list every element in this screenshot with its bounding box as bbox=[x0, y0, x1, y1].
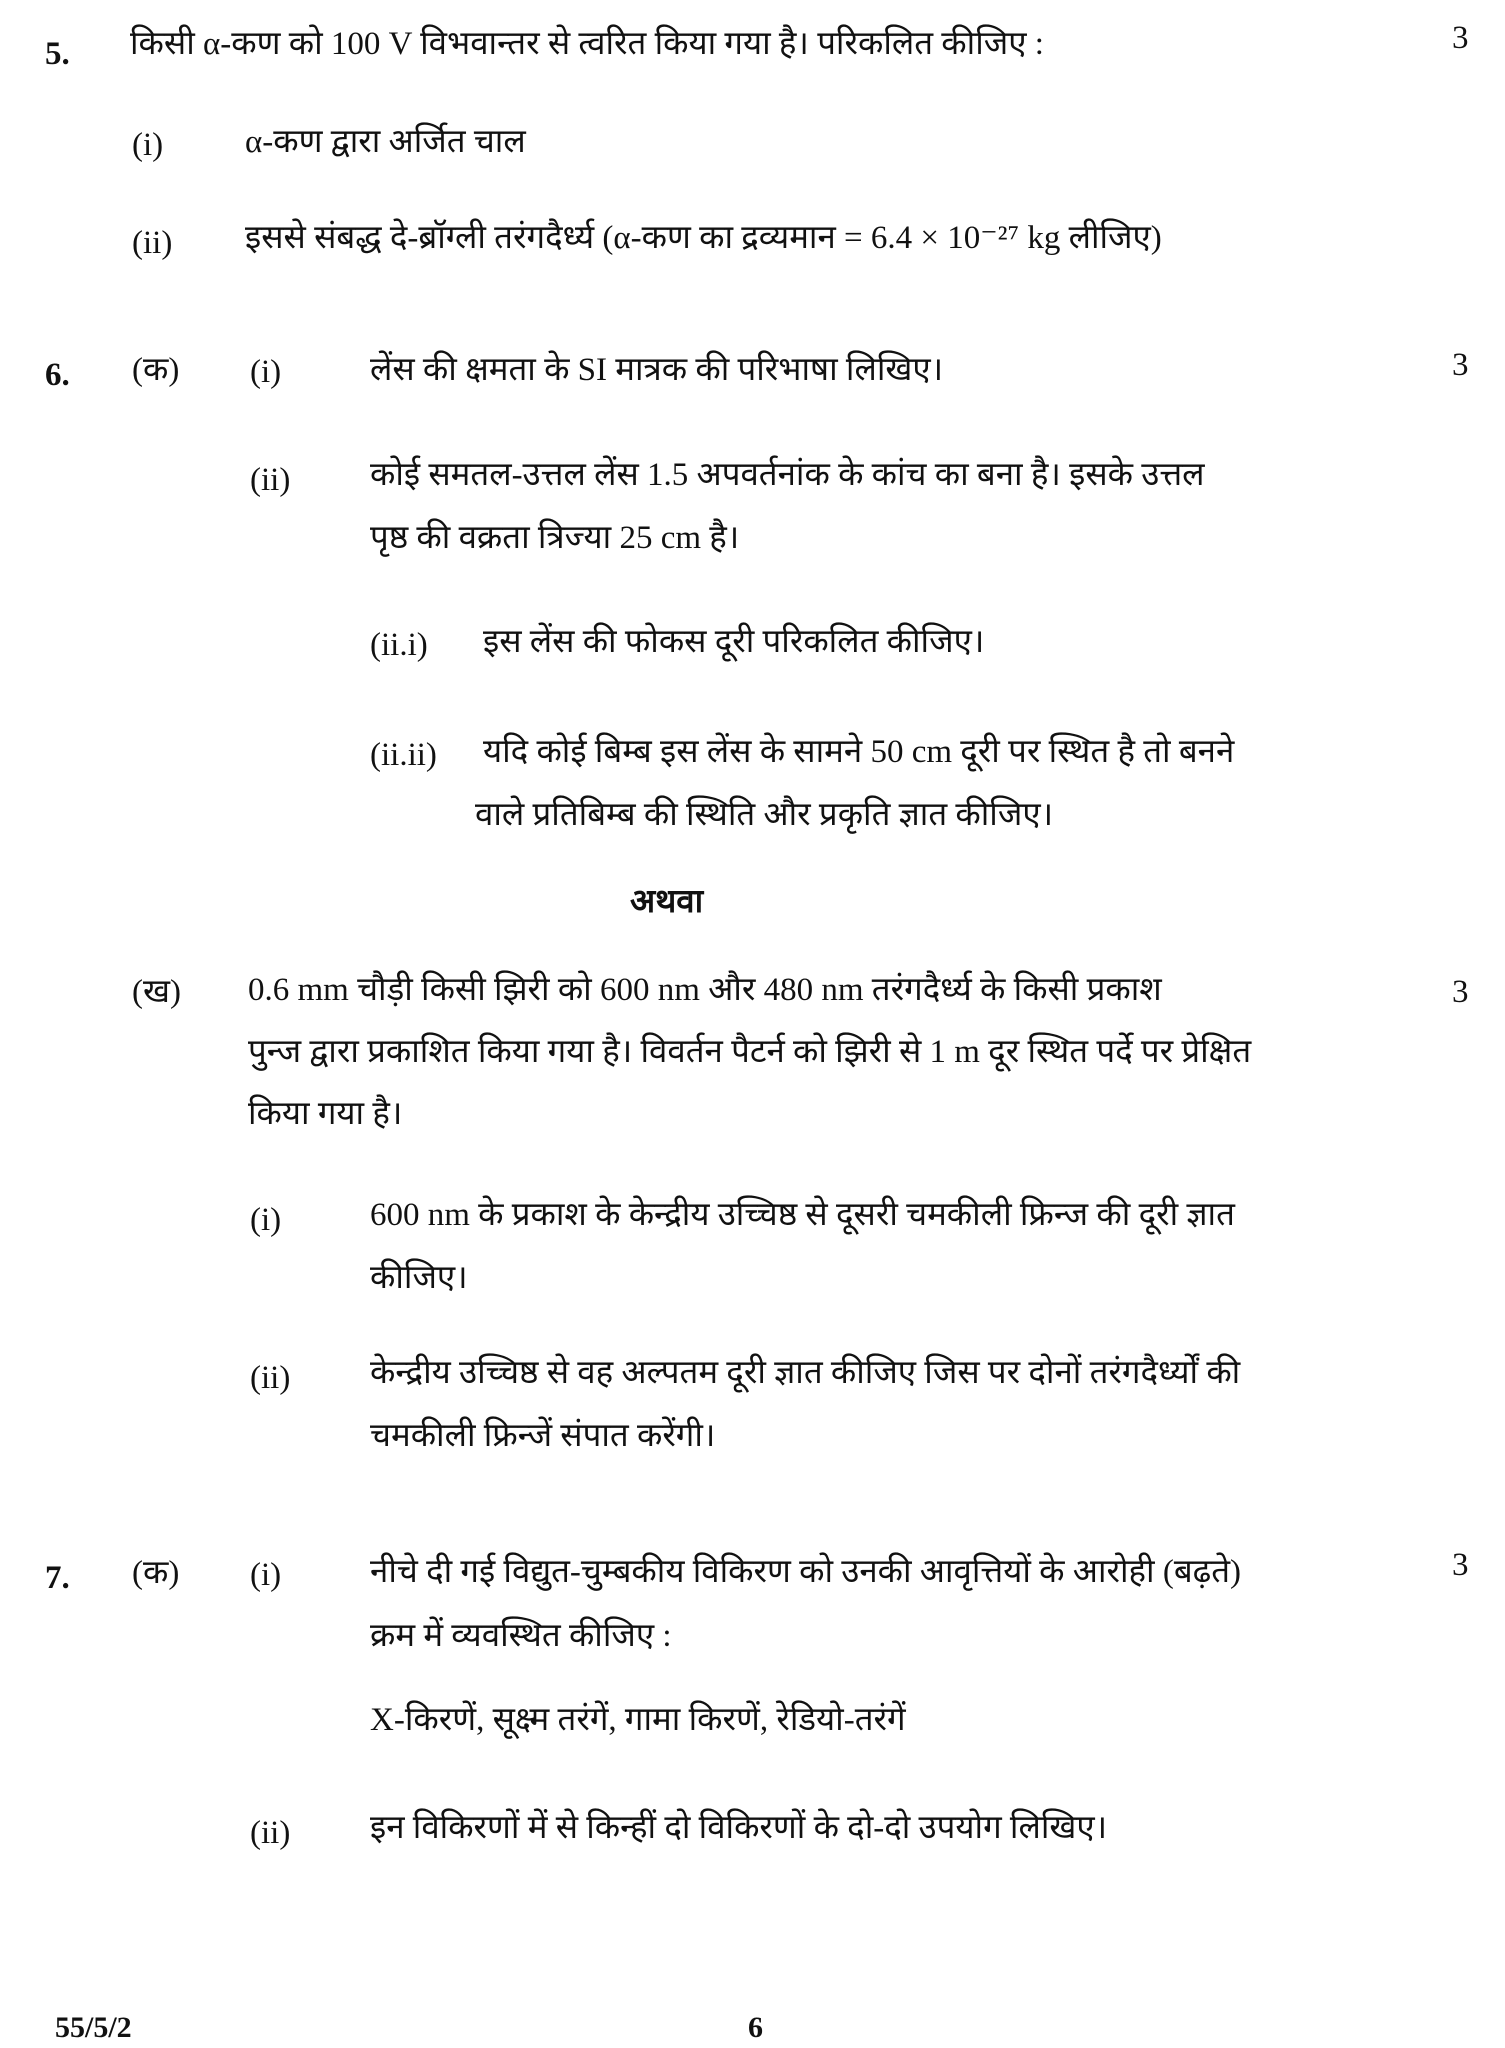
q7-i-label: (i) bbox=[250, 1557, 282, 1593]
q5-part-ii-label: (ii) bbox=[132, 225, 173, 261]
q5-part-ii-text: इससे संबद्ध दे-ब्रॉग्ली तरंगदैर्ध्य (α-कण का द्रव्यमान = 6.4 × 10⁻²⁷ kg लीजिए) bbox=[245, 220, 1162, 256]
q6-b-line1: 0.6 mm चौड़ी किसी झिरी को 600 nm और 480 nm तरंगदैर्ध्य के किसी प्रकाश bbox=[248, 972, 1162, 1008]
q6-b-i-label: (i) bbox=[250, 1202, 282, 1238]
q7-ii-label: (ii) bbox=[250, 1815, 291, 1851]
q7-i-line2: क्रम में व्यवस्थित कीजिए : bbox=[370, 1618, 672, 1654]
q6-b-i-line1: 600 nm के प्रकाश के केन्द्रीय उच्चिष्ठ से दूसरी चमकीली फ्रिन्ज की दूरी ज्ञात bbox=[370, 1197, 1235, 1233]
q6-a-ii-i-text: इस लेंस की फोकस दूरी परिकलित कीजिए। bbox=[483, 624, 985, 660]
q6-b-line3: किया गया है। bbox=[248, 1096, 403, 1132]
q7-a-label: (क) bbox=[132, 1555, 180, 1591]
q6-a-ii-line1: कोई समतल-उत्तल लेंस 1.5 अपवर्तनांक के कांच का बना है। इसके उत्तल bbox=[370, 457, 1205, 493]
q7-number: 7. bbox=[45, 1560, 70, 1596]
q5-part-i-label: (i) bbox=[132, 127, 164, 163]
q6-b-label: (ख) bbox=[132, 974, 181, 1010]
q5-marks: 3 bbox=[1452, 20, 1469, 56]
q6-b-ii-label: (ii) bbox=[250, 1360, 291, 1396]
q6-b-i-line2: कीजिए। bbox=[370, 1260, 468, 1296]
q6-a-marks: 3 bbox=[1452, 347, 1469, 383]
q6-a-ii-ii-line1: यदि कोई बिम्ब इस लेंस के सामने 50 cm दूरी पर स्थित है तो बनने bbox=[483, 734, 1235, 770]
q6-b-line2: पुन्ज द्वारा प्रकाशित किया गया है। विवर्तन पैटर्न को झिरी से 1 m दूर स्थित पर्दे पर प्रेक्षित bbox=[248, 1034, 1252, 1070]
q6-a-ii-ii-line2: वाले प्रतिबिम्ब की स्थिति और प्रकृति ज्ञात कीजिए। bbox=[475, 797, 1054, 833]
q6-b-ii-line2: चमकीली फ्रिन्जें संपात करेंगी। bbox=[370, 1418, 716, 1454]
q5-part-i-text: α-कण द्वारा अर्जित चाल bbox=[245, 124, 526, 160]
q7-i-line1: नीचे दी गई विद्युत-चुम्बकीय विकिरण को उनकी आवृत्तियों के आरोही (बढ़ते) bbox=[370, 1554, 1242, 1590]
q6-a-ii-ii-label: (ii.ii) bbox=[370, 737, 437, 773]
q7-marks: 3 bbox=[1452, 1547, 1469, 1583]
page-number: 6 bbox=[748, 2011, 763, 2044]
q6-a-i-text: लेंस की क्षमता के SI मात्रक की परिभाषा लिखिए। bbox=[370, 352, 944, 388]
q5-number: 5. bbox=[45, 36, 70, 72]
q5-text: किसी α-कण को 100 V विभवान्तर से त्वरित किया गया है। परिकलित कीजिए : bbox=[130, 26, 1044, 62]
paper-code: 55/5/2 bbox=[55, 2011, 132, 2044]
q6-a-ii-line2: पृष्ठ की वक्रता त्रिज्या 25 cm है। bbox=[370, 520, 740, 556]
or-separator: अथवा bbox=[630, 884, 704, 920]
q6-a-label: (क) bbox=[132, 352, 180, 388]
q6-b-ii-line1: केन्द्रीय उच्चिष्ठ से वह अल्पतम दूरी ज्ञात कीजिए जिस पर दोनों तरंगदैर्ध्यों की bbox=[370, 1355, 1241, 1391]
q6-b-marks: 3 bbox=[1452, 974, 1469, 1010]
q7-radiation-list: X-किरणें, सूक्ष्म तरंगें, गामा किरणें, रेडियो-तरंगें bbox=[370, 1702, 906, 1738]
q6-a-ii-i-label: (ii.i) bbox=[370, 627, 428, 663]
q6-a-ii-label: (ii) bbox=[250, 462, 291, 498]
q6-number: 6. bbox=[45, 357, 70, 393]
q7-ii-text: इन विकिरणों में से किन्हीं दो विकिरणों के दो-दो उपयोग लिखिए। bbox=[370, 1810, 1108, 1846]
q6-a-i-label: (i) bbox=[250, 354, 282, 390]
